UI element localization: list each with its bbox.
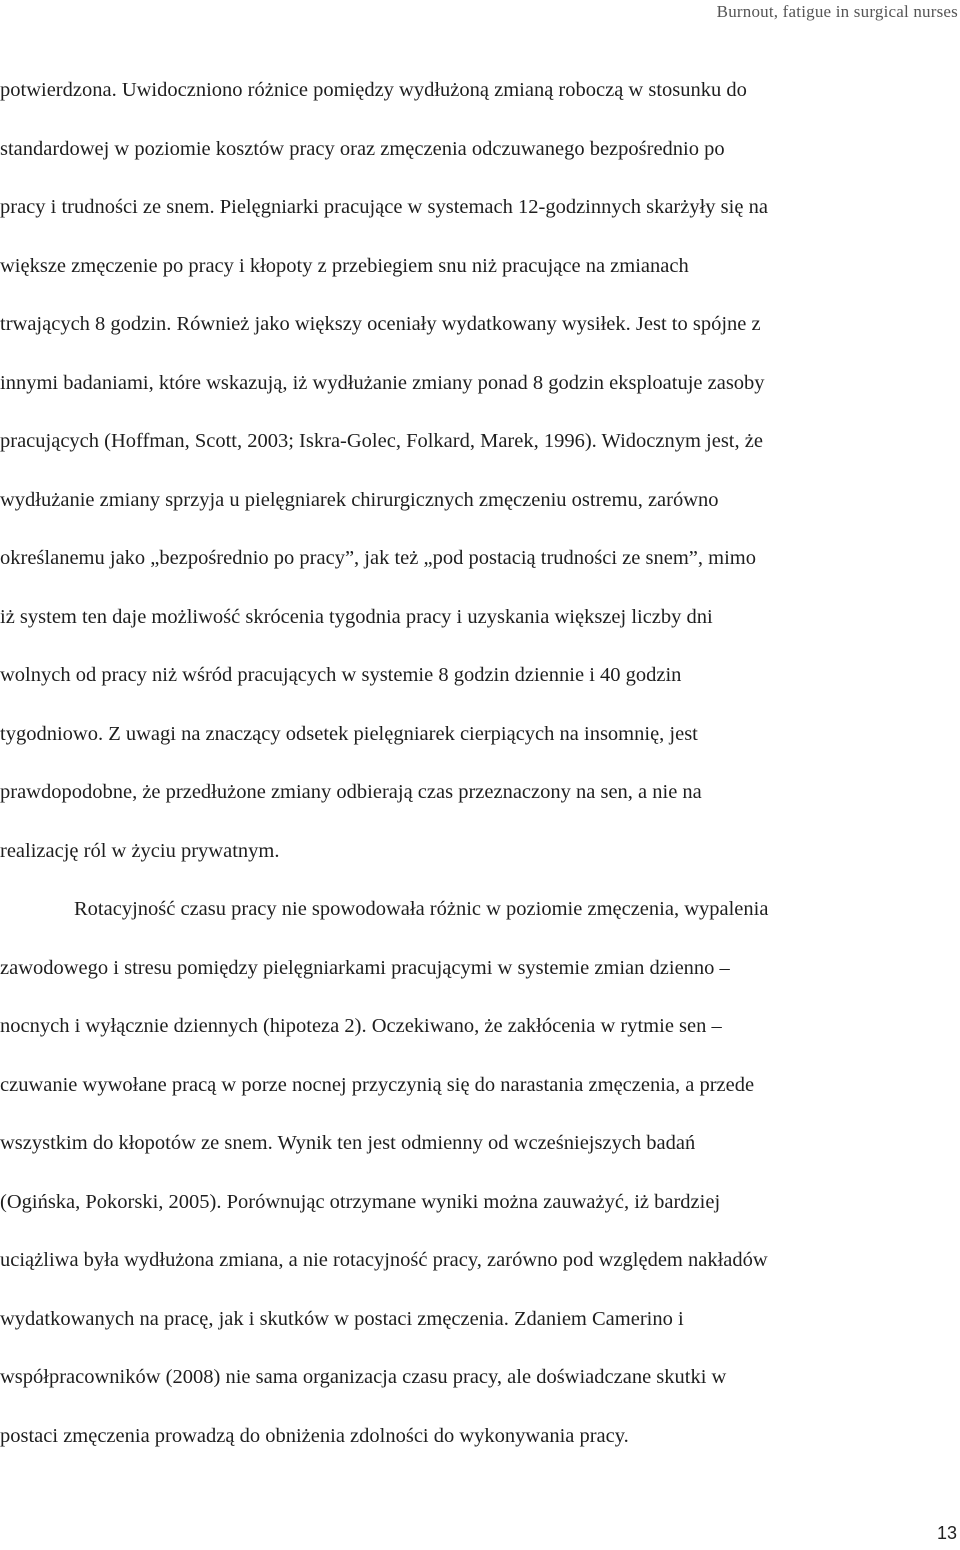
text-line: realizację ról w życiu prywatnym. bbox=[0, 839, 280, 862]
text-line: nocnych i wyłącznie dziennych (hipoteza 2). Oczekiwano, że zakłócenia w rytmie sen – bbox=[0, 1015, 722, 1037]
text-line: innymi badaniami, które wskazują, iż wydłużanie zmiany ponad 8 godzin eksploatuje zasoby bbox=[0, 371, 765, 394]
text-line: Rotacyjność czasu pracy nie spowodowała różnic w poziomie zmęczenia, wypalenia bbox=[74, 898, 769, 920]
text-line: iż system ten daje możliwość skrócenia tygodnia pracy i uzyskania większej liczby dni bbox=[0, 605, 713, 628]
text-line: czuwanie wywołane pracą w porze nocnej przyczynią się do narastania zmęczenia, a przede bbox=[0, 1073, 755, 1096]
text-line: wolnych od pracy niż wśród pracujących w systemie 8 godzin dziennie i 40 godzin bbox=[0, 664, 682, 686]
text-line: wszystkim do kłopotów ze snem. Wynik ten jest odmienny od wcześniejszych badań bbox=[0, 1132, 696, 1154]
text-line: wydłużanie zmiany sprzyja u pielęgniarek chirurgicznych zmęczeniu ostremu, zarówno bbox=[0, 488, 719, 511]
text-line: pracy i trudności ze snem. Pielęgniarki pracujące w systemach 12-godzinnych skarżyły się na bbox=[0, 196, 768, 218]
page-body bbox=[0, 61, 960, 1465]
text-line: prawdopodobne, że przedłużone zmiany odbierają czas przeznaczony na sen, a nie na bbox=[0, 781, 702, 803]
text-line: standardowej w poziomie kosztów pracy oraz zmęczenia odczuwanego bezpośrednio po bbox=[0, 137, 725, 160]
text-line: tygodniowo. Z uwagi na znaczący odsetek pielęgniarek cierpiących na insomnię, jest bbox=[0, 722, 698, 745]
paragraph-2 bbox=[0, 880, 960, 1465]
text-line: współpracowników (2008) nie sama organizacja czasu pracy, ale doświadczane skutki w bbox=[0, 1366, 727, 1388]
page-number: 13 bbox=[936, 1523, 957, 1543]
running-header: Burnout, fatigue in surgical nurses bbox=[716, 2, 958, 21]
text-line: potwierdzona. Uwidoczniono różnice pomiędzy wydłużoną zmianą roboczą w stosunku do bbox=[0, 79, 747, 101]
text-line: postaci zmęczenia prowadzą do obniżenia zdolności do wykonywania pracy. bbox=[0, 1424, 629, 1447]
text-line: zawodowego i stresu pomiędzy pielęgniarkami pracującymi w systemie zmian dzienno – bbox=[0, 956, 730, 979]
text-line: trwających 8 godzin. Również jako większy oceniały wydatkowany wysiłek. Jest to spójne z bbox=[0, 313, 761, 335]
text-line: wydatkowanych na pracę, jak i skutków w postaci zmęczenia. Zdaniem Camerino i bbox=[0, 1307, 684, 1330]
text-line: pracujących (Hoffman, Scott, 2003; Iskra-Golec, Folkard, Marek, 1996). Widocznym jest, że bbox=[0, 430, 763, 452]
paragraph-1 bbox=[0, 61, 960, 880]
text-line: określanemu jako „bezpośrednio po pracy”, jak też „pod postacią trudności ze snem”, mimo bbox=[0, 547, 756, 569]
text-line: (Ogińska, Pokorski, 2005). Porównując otrzymane wyniki można zauważyć, iż bardziej bbox=[0, 1190, 721, 1213]
text-line: większe zmęczenie po pracy i kłopoty z przebiegiem snu niż pracujące na zmianach bbox=[0, 254, 689, 277]
text-line: uciążliwa była wydłużona zmiana, a nie rotacyjność pracy, zarówno pod względem nakładów bbox=[0, 1249, 768, 1271]
